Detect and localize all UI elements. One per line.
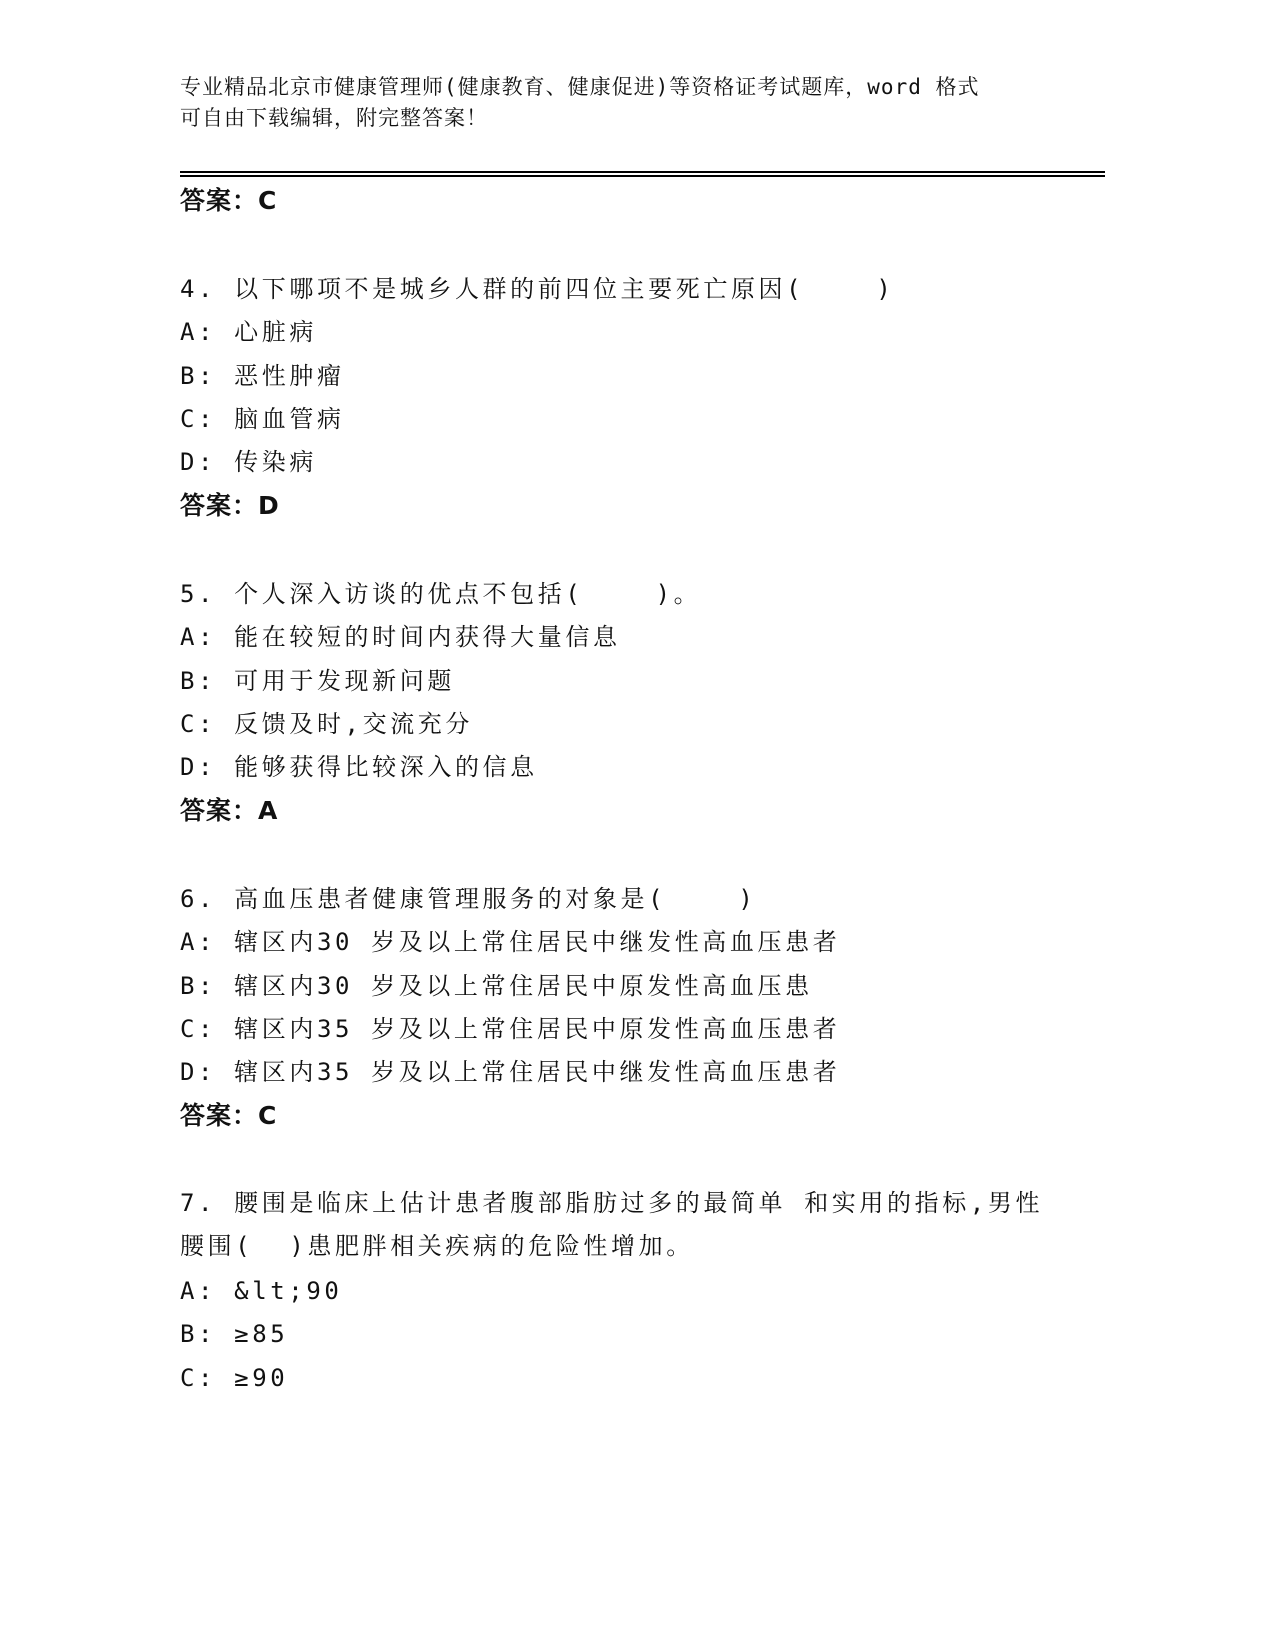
header-divider-top	[180, 171, 1105, 173]
answer-label: 答案：C	[180, 1101, 278, 1130]
option-c: C: 辖区内35 岁及以上常住居民中原发性高血压患者	[180, 1015, 841, 1043]
header-line-2: 可自由下载编辑，附完整答案！	[180, 106, 488, 130]
answer-label: 答案：D	[180, 491, 280, 520]
option-d: D: 能够获得比较深入的信息	[180, 753, 538, 781]
question-stem: 4. 以下哪项不是城乡人群的前四位主要死亡原因( )	[180, 275, 895, 303]
question-stem: 5. 个人深入访谈的优点不包括( )。	[180, 580, 702, 608]
answer-label: 答案：A	[180, 796, 279, 825]
answer-label: 答案：C	[180, 186, 278, 215]
header-divider-bottom	[180, 175, 1105, 177]
option-a: A: 心脏病	[180, 318, 317, 346]
option-b: B: ≥85	[180, 1320, 289, 1348]
option-c: C: 脑血管病	[180, 405, 345, 433]
question-stem: 7. 腰围是临床上估计患者腹部脂肪过多的最简单 和实用的指标,男性	[180, 1189, 1044, 1217]
option-d: D: 传染病	[180, 448, 317, 476]
option-b: B: 可用于发现新问题	[180, 667, 455, 695]
option-b: B: 辖区内30 岁及以上常住居民中原发性高血压患	[180, 972, 813, 1000]
option-d: D: 辖区内35 岁及以上常住居民中继发性高血压患者	[180, 1058, 841, 1086]
option-a: A: 能在较短的时间内获得大量信息	[180, 623, 621, 651]
header-line-1: 专业精品北京市健康管理师(健康教育、健康促进)等资格证考试题库，word 格式	[180, 75, 980, 99]
question-stem: 6. 高血压患者健康管理服务的对象是( )	[180, 885, 757, 913]
option-b: B: 恶性肿瘤	[180, 362, 345, 390]
option-c: C: 反馈及时,交流充分	[180, 710, 473, 738]
option-c: C: ≥90	[180, 1364, 289, 1392]
option-a: A: 辖区内30 岁及以上常住居民中继发性高血压患者	[180, 928, 841, 956]
option-a: A: &lt;90	[180, 1277, 343, 1305]
question-stem-continued: 腰围( )患肥胖相关疾病的危险性增加。	[180, 1232, 694, 1260]
